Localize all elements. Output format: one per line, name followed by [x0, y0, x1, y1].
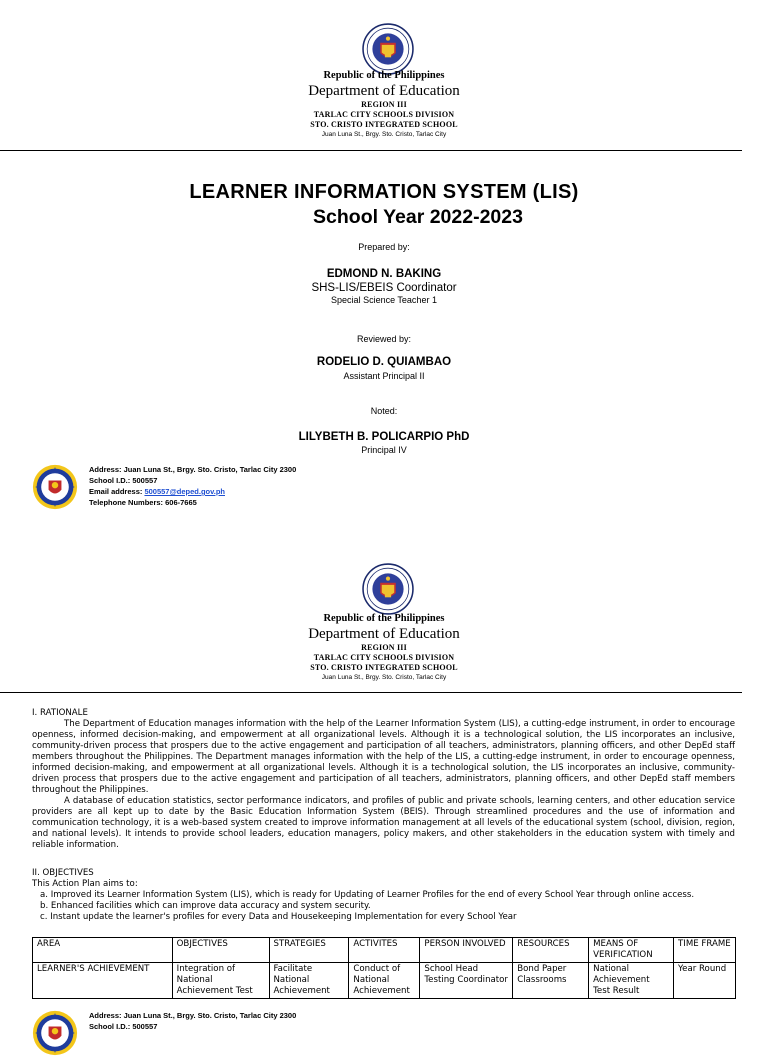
reviewed-label: Reviewed by: [356, 334, 412, 344]
school-logo-icon [32, 1010, 78, 1056]
header-cell: TIME FRAME [674, 938, 736, 963]
header-cell: STRATEGIES [269, 938, 349, 963]
table-row [33, 963, 736, 999]
letterhead [0, 613, 768, 682]
noted-label: Noted: [370, 406, 398, 416]
letterhead [0, 70, 768, 139]
region-line: REGION III [361, 643, 407, 652]
republic-line: Republic of the Philippines [323, 613, 445, 624]
footer-address: Address: Juan Luna St., Brgy. Sto. Cristo, Tarlac City 2300 [89, 465, 297, 474]
address-line: Juan Luna St., Brgy. Sto. Cristo, Tarlac City [321, 674, 447, 681]
action-plan-table [32, 937, 736, 999]
objective-item: c. Instant update the learner's profiles for every Data and Housekeeping Implementation for every School Year [40, 912, 517, 922]
footer-phone: Telephone Numbers: 606-7665 [89, 498, 197, 507]
header-cell: PERSON INVOLVED [420, 938, 513, 963]
header-cell: AREA [33, 938, 173, 963]
reviewed-name: RODELIO D. QUIAMBAO [316, 356, 452, 368]
school-line: STO. CRISTO INTEGRATED SCHOOL [310, 120, 458, 129]
deped-seal-icon [362, 23, 414, 75]
table-header-row [33, 938, 736, 963]
header-cell: OBJECTIVES [172, 938, 269, 963]
table-cell: Conduct of National Achievement [349, 963, 420, 999]
footer-info [89, 1010, 389, 1032]
school-logo-icon [32, 464, 78, 510]
document-subtitle: School Year 2022-2023 [313, 206, 523, 228]
objectives-heading: II. OBJECTIVES [32, 868, 94, 878]
footer-email-row [89, 486, 389, 497]
document-title: LEARNER INFORMATION SYSTEM (LIS) [189, 181, 579, 203]
prepared-role: SHS-LIS/EBEIS Coordinator [311, 282, 457, 294]
rationale-section [32, 708, 735, 851]
address-line: Juan Luna St., Brgy. Sto. Cristo, Tarlac City [321, 131, 447, 138]
department-line: Department of Education [308, 626, 460, 642]
header-divider [0, 692, 742, 693]
header-cell: MEANS OF VERIFICATION [589, 938, 674, 963]
footer-email-label: Email address: [89, 487, 145, 496]
objective-item: a. Improved its Learner Information System (LIS), which is ready for Updating of Learner Profiles for the end of every School Year through online access. [40, 890, 695, 900]
table-cell: Bond Paper Classrooms [513, 963, 589, 999]
noted-name: LILYBETH B. POLICARPIO PhD [298, 431, 470, 443]
rationale-paragraph-2: A database of education statistics, sector performance indicators, and profiles of public and private schools, learning centers, and other education service providers are all kept up to date by the Basic Education Information System (BEIS). Through streamlined procedures and the use of information and communication technology, it is a web-based system created to improve information management at all levels of the educational system (school, division, region, and national levels). It intends to provide school leaders, education managers, policy makers, and other stakeholders in the education system with timely and reliable information. [32, 796, 735, 850]
objectives-section [32, 868, 735, 923]
footer-school-id: School I.D.: 500557 [89, 476, 158, 485]
header-cell: RESOURCES [513, 938, 589, 963]
reviewed-role: Assistant Principal II [343, 371, 425, 381]
table-cell: Integration of National Achievement Test [172, 963, 269, 999]
header-cell: ACTIVITES [349, 938, 420, 963]
footer-address: Address: Juan Luna St., Brgy. Sto. Cristo, Tarlac City 2300 [89, 1011, 297, 1020]
objectives-intro: This Action Plan aims to: [32, 879, 138, 889]
rationale-heading: I. RATIONALE [32, 708, 88, 718]
footer-email-link[interactable]: 500557@deped.gov.ph [144, 487, 225, 496]
rationale-paragraph-1: The Department of Education manages information with the help of the Learner Information System (LIS), a cutting-edge instrument, in order to encourage openness, informed decision-making, and empowerment at all organizational levels. Although it is a technological solution, the LIS incorporates an inclusive, community-driven process that prospers due to the active engagement and participation of all teachers, administrators, planning officers, and other DepEd staff members throughout the Philippines. The Department manages information with the help of the LIS, a cutting-edge instrument, in order to encourage openness, informed decision-making, and empowerment at all organizational levels. Although it is a technological solution, the LIS incorporates an inclusive, community-driven process that prospers due to the active engagement and participation of all teachers, administrators, planning officers, and other DepEd staff members throughout the Philippines. [32, 719, 735, 795]
school-line: STO. CRISTO INTEGRATED SCHOOL [310, 663, 458, 672]
region-line: REGION III [361, 100, 407, 109]
department-line: Department of Education [308, 83, 460, 99]
noted-role: Principal IV [361, 445, 407, 455]
deped-seal-icon [362, 563, 414, 615]
table-cell: National Achievement Test Result [589, 963, 674, 999]
division-line: TARLAC CITY SCHOOLS DIVISION [313, 110, 455, 119]
header-divider [0, 150, 742, 151]
table-cell: LEARNER'S ACHIEVEMENT [33, 963, 173, 999]
objective-item: b. Enhanced facilities which can improve data accuracy and system security. [40, 901, 371, 911]
prepared-label: Prepared by: [358, 242, 410, 252]
republic-line: Republic of the Philippines [323, 70, 445, 81]
prepared-role-secondary: Special Science Teacher 1 [331, 295, 437, 305]
footer-info [89, 464, 389, 508]
table-cell: Year Round [674, 963, 736, 999]
table-cell: Facilitate National Achievement [269, 963, 349, 999]
division-line: TARLAC CITY SCHOOLS DIVISION [313, 653, 455, 662]
prepared-name: EDMOND N. BAKING [326, 268, 442, 280]
footer-school-id: School I.D.: 500557 [89, 1022, 158, 1031]
table-cell: School Head Testing Coordinator [420, 963, 513, 999]
content-page [0, 545, 768, 1031]
